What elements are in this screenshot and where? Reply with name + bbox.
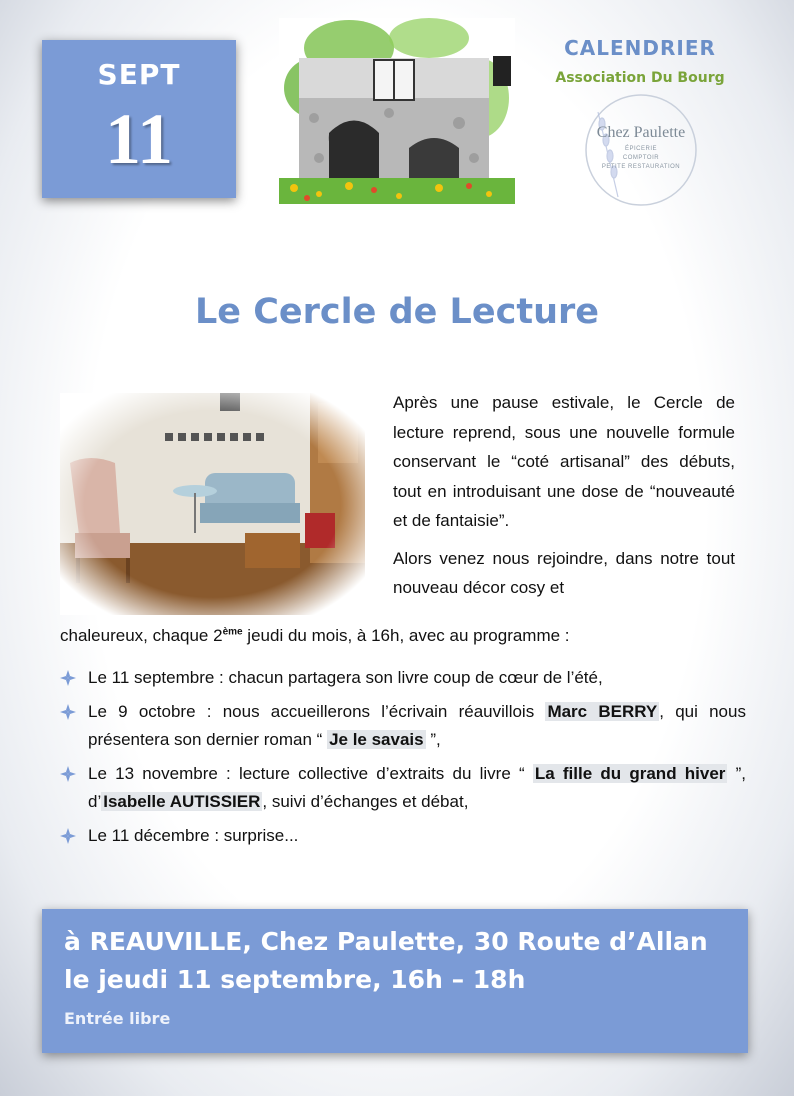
page-title: Le Cercle de Lecture [195,292,599,332]
list-item [60,760,746,816]
ordinal-superscript: ème [222,626,243,638]
event-date-time: le jeudi 11 septembre, 16h – 18h [64,965,526,994]
date-month: SEPT [97,58,181,91]
event-location: à REAUVILLE, Chez Paulette, 30 Route d’Allan [64,927,708,956]
intro-paragraph-2: Alors venez nous rejoindre, dans notre tout nouveau décor cosy et [393,548,735,597]
association-name: Association Du Bourg [555,70,725,86]
intro-continuation-start: chaleureux, chaque 2 [60,626,223,645]
event-info-box [42,909,748,1053]
diamond-bullet-icon [60,766,76,782]
intro-text [393,388,735,603]
program-item-text: , suivi d’échanges et débat, [262,792,469,811]
book-title: La fille du grand hiver [534,764,726,783]
program-item-text: Le 9 octobre : nous accueillerons l’écrivain réauvillois [88,702,546,721]
program-list [60,664,746,856]
book-title: Je le savais [329,730,424,749]
diamond-bullet-icon [60,828,76,844]
date-badge [42,40,236,198]
date-day: 11 [104,99,174,179]
intro-paragraph-1: Après une pause estivale, le Cercle de lecture reprend, sous une nouvelle formule conservant le “coté artisanal” des débuts, tout en introduisant une dose de “nouveauté et de fantaisie”. [393,393,735,530]
program-item-text: Le 11 décembre : surprise... [88,826,299,845]
logo-line-2: COMPTOIR [622,155,660,161]
program-item-text: ”, d’ [88,764,747,811]
logo-line-3: PETITE RESTAURATION [601,164,681,170]
diamond-bullet-icon [60,670,76,686]
house-illustration [279,18,515,204]
program-item-text: Le 13 novembre : lecture collective d’extraits du livre “ [88,764,533,783]
author-name: Isabelle AUTISSIER [103,792,261,811]
program-item-text: , qui nous présentera son dernier roman “ [88,702,746,749]
calendar-title: CALENDRIER [564,36,716,60]
list-item [60,664,746,692]
intro-continuation-end: jeudi du mois, à 16h, avec au programme : [242,626,570,645]
list-item [60,822,746,850]
program-item-text: Le 11 septembre : chacun partagera son livre coup de cœur de l’été, [88,668,603,687]
logo-name: Chez Paulette [596,124,686,141]
program-item-text: ”, [425,730,441,749]
entry-note: Entrée libre [64,1009,171,1028]
room-photo [60,393,365,615]
intro-continuation [60,626,750,646]
author-name: Marc BERRY [547,702,658,721]
logo-line-1: ÉPICERIE [624,146,657,152]
diamond-bullet-icon [60,704,76,720]
list-item [60,698,746,754]
